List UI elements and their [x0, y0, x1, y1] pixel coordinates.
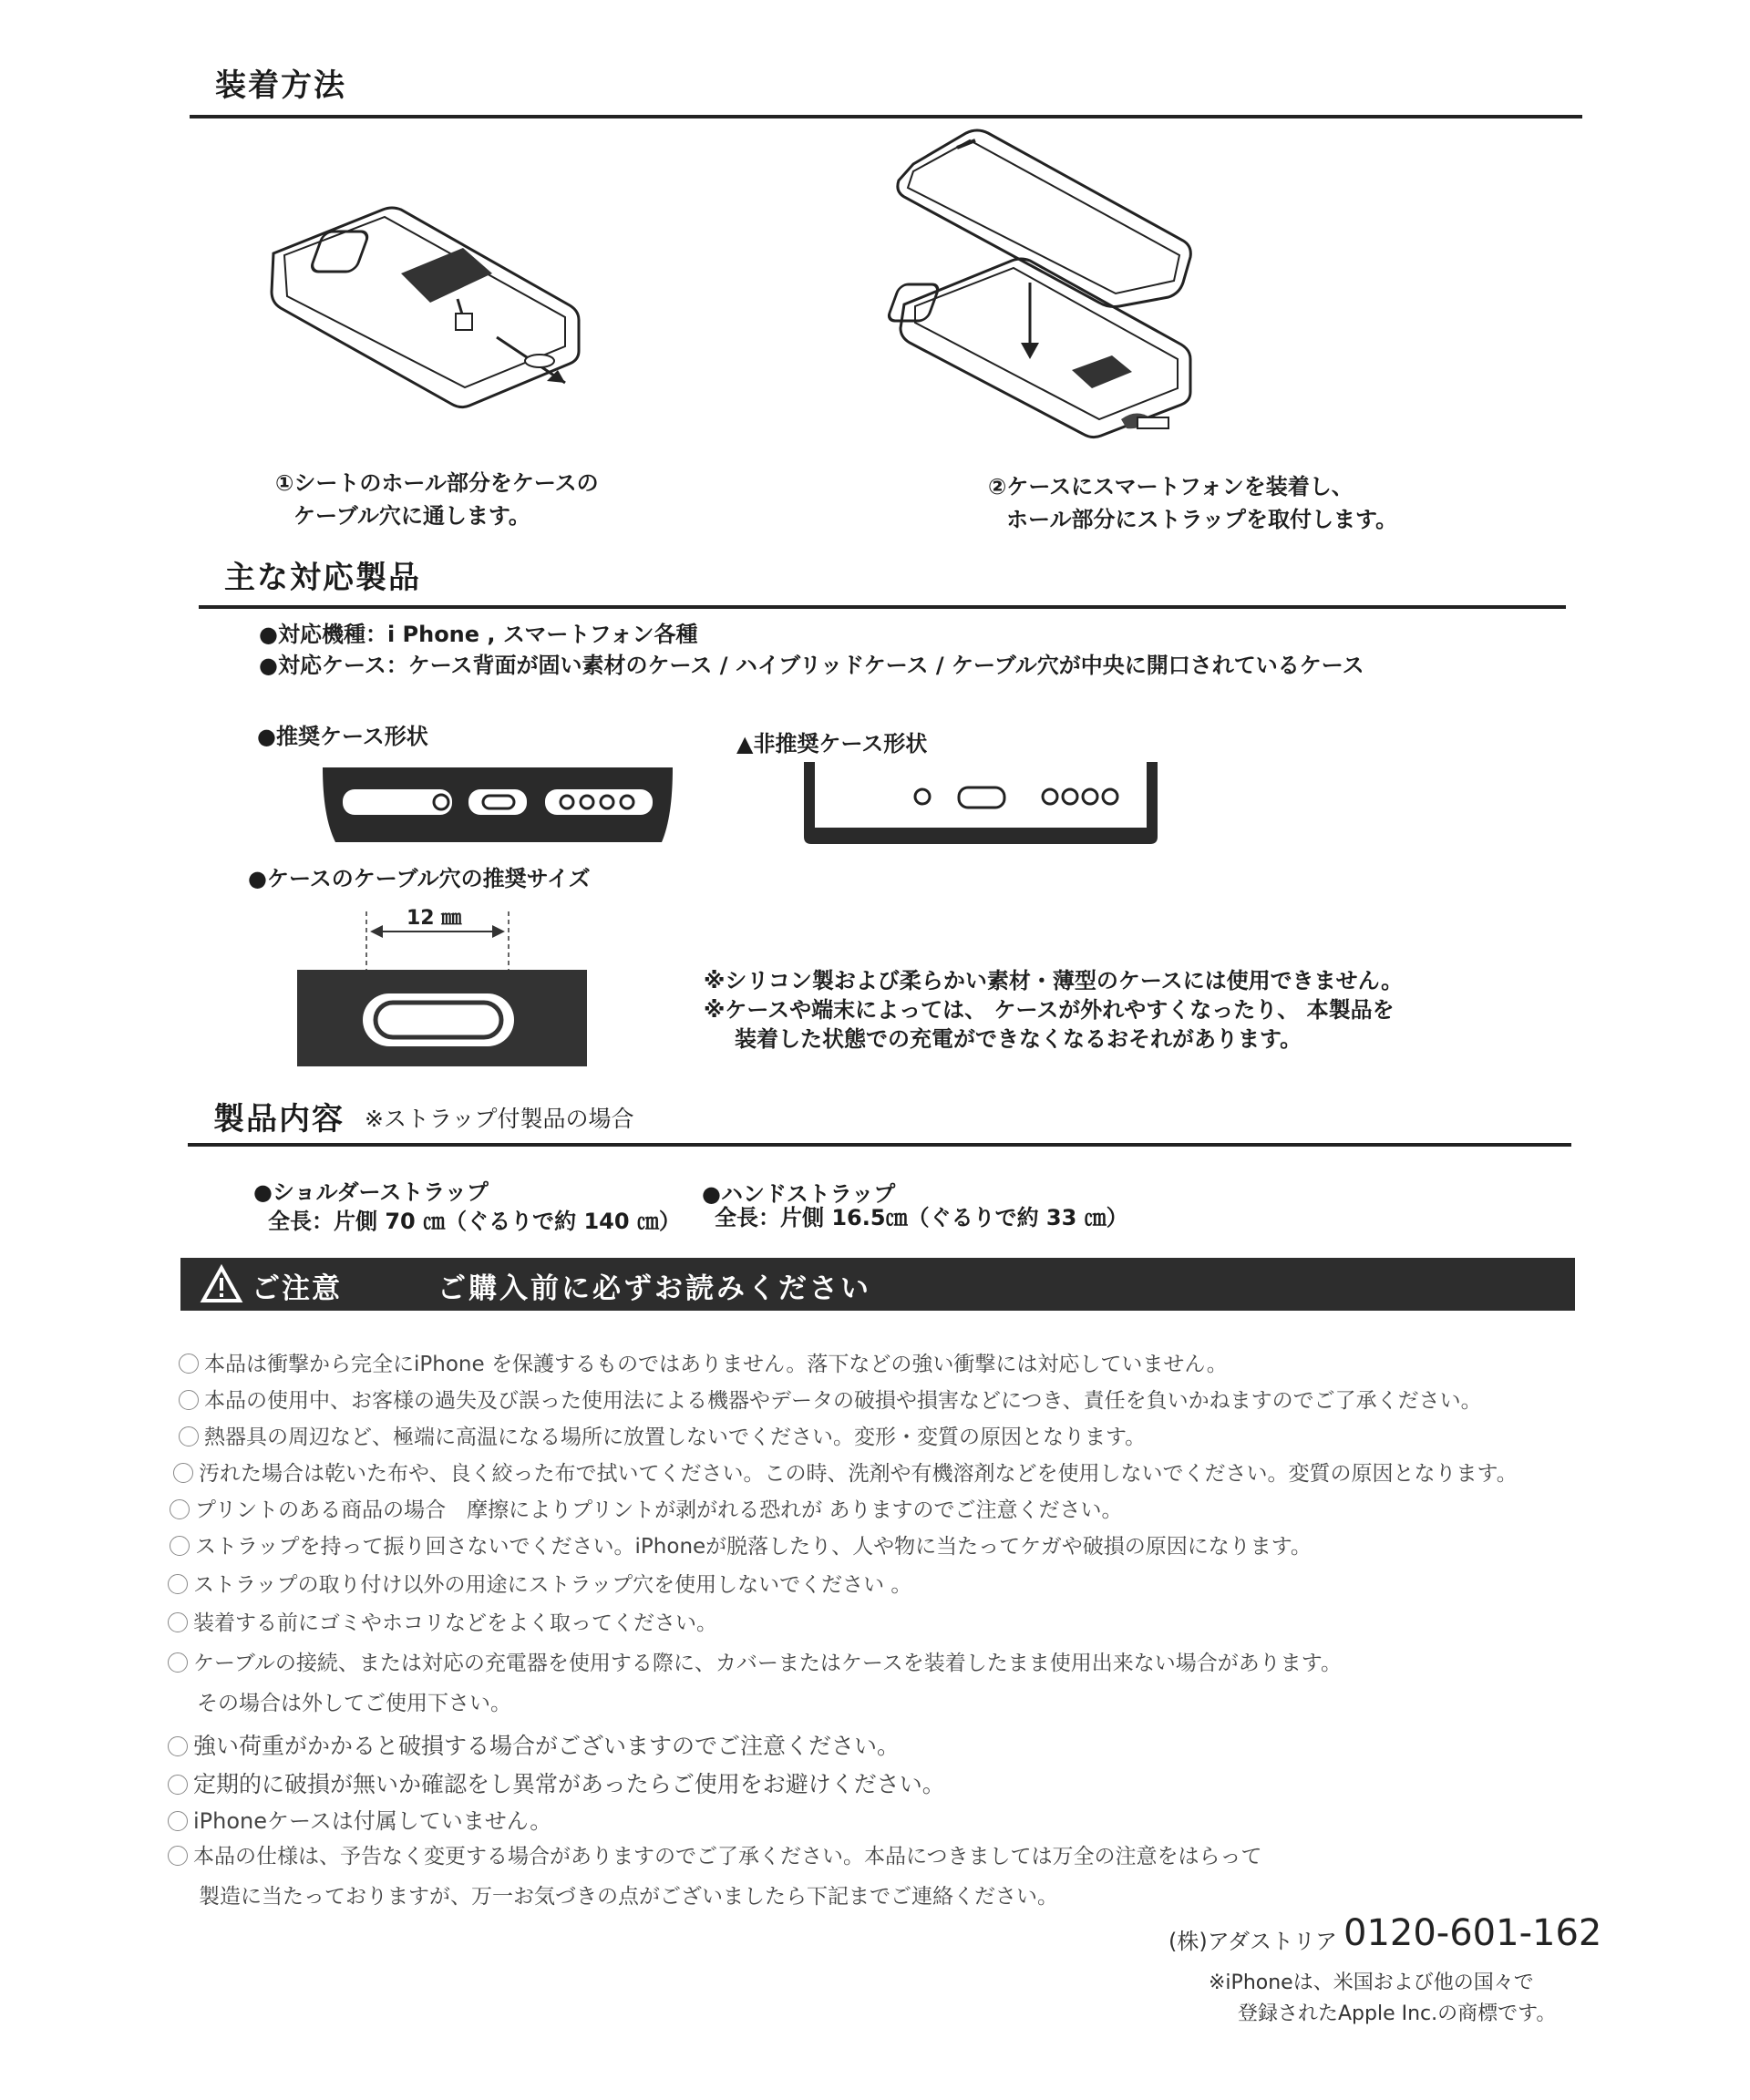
trademark-line-1: ※iPhoneは、米国および他の国々で: [1209, 1971, 1534, 1994]
compat-note-2: ※ケースや端末によっては、 ケースが外れやすくなったり、 本製品を: [704, 997, 1395, 1023]
caution-item: 汚れた場合は乾いた布や、良く絞った布で拭いてください。この時、洗剤や有機溶剤などを使用しないでください。変質の原因となります。: [173, 1457, 1518, 1487]
caution-item: ストラップを持って振り回さないでください。iPhoneが脱落したり、人や物に当たってケガや破損の原因になります。: [170, 1529, 1312, 1560]
compat-note-3: 装着した状態での充電ができなくなるおそれがあります。: [735, 1026, 1302, 1052]
section-title-contents: 製品内容: [213, 1101, 345, 1138]
circle-bullet-icon: [168, 1811, 188, 1831]
caution-item: 本品の使用中、お客様の過失及び誤った使用法による機器やデータの破損や損害などにつき、責任を負いかねますのでご了承ください。: [179, 1384, 1482, 1414]
compat-cases: ●対応ケース：ケース背面が固い素材のケース / ハイブリッドケース / ケーブル穴が中央に開口されているケース: [259, 653, 1364, 678]
circle-bullet-icon: [168, 1612, 188, 1632]
circle-bullet-icon: [179, 1426, 199, 1446]
caution-item: プリントのある商品の場合 摩擦によりプリントが剥がれる恐れが ありますのでご注意ください。: [170, 1493, 1122, 1523]
caution-subtitle: ご購入前に必ずお読みください: [438, 1272, 871, 1305]
circle-bullet-icon: [168, 1574, 188, 1594]
step1-line2: ケーブル穴に通します。: [293, 503, 530, 529]
recommended-shape-label: ●推奨ケース形状: [257, 724, 428, 749]
caution-item: 定期的に破損が無いか確認をし異常があったらご使用をお避けください。: [168, 1766, 945, 1799]
hole-size-value: 12 ㎜: [407, 907, 462, 930]
caution-item: 装着する前にゴミやホコリなどをよく取ってください。: [168, 1606, 717, 1636]
circle-bullet-icon: [168, 1652, 188, 1673]
section-title-install: 装着方法: [215, 67, 346, 104]
hand-strap-length: 全長：片側 16.5㎝（ぐるりで約 33 ㎝）: [715, 1205, 1128, 1230]
caution-item: ケーブルの接続、または対応の充電器を使用する際に、カバーまたはケースを装着したまま使用出来ない場合があります。: [168, 1646, 1342, 1676]
step2-illustration: [893, 128, 1203, 474]
caution-title: ご注意: [252, 1272, 342, 1305]
contents-heading-note: ※ストラップ付製品の場合: [365, 1106, 634, 1132]
step1-caption: [275, 467, 599, 532]
caution-item: 強い荷重がかかると破損する場合がございますのでご注意ください。: [168, 1728, 900, 1761]
caution-item: iPhoneケースは付属していません。: [168, 1803, 551, 1835]
shoulder-strap-name: ●ショルダーストラップ: [253, 1179, 489, 1205]
caution-item-continued: その場合は外してご使用下さい。: [197, 1692, 511, 1715]
section-title-compat: 主な対応製品: [224, 560, 421, 596]
warning-icon: [201, 1265, 242, 1303]
circle-bullet-icon: [168, 1846, 188, 1866]
circle-bullet-icon: [168, 1736, 188, 1756]
circle-bullet-icon: [170, 1536, 190, 1556]
caution-banner: [180, 1258, 1575, 1311]
caution-item-continued: 製造に当たっておりますが、万一お気づきの点がございましたら下記までご連絡ください。: [199, 1885, 1058, 1909]
circle-bullet-icon: [173, 1463, 193, 1483]
phone-number: 0120-601-162: [1343, 1912, 1602, 1954]
step1-line1: ①シートのホール部分をケースの: [275, 470, 599, 496]
hole-size-diagram: [297, 911, 589, 1068]
circle-bullet-icon: [179, 1354, 199, 1374]
caution-item: 本品は衝撃から完全にiPhone を保護するものではありません。落下などの強い衝撃には対応していません。: [179, 1347, 1228, 1377]
shoulder-strap-length: 全長：片側 70 ㎝（ぐるりで約 140 ㎝）: [268, 1209, 681, 1234]
section-rule: [190, 115, 1582, 118]
section-rule: [199, 605, 1566, 609]
company-name: (株)アダストリア: [1168, 1929, 1338, 1954]
hole-size-title: ●ケースのケーブル穴の推奨サイズ: [248, 866, 591, 891]
caution-item: 熱器具の周辺など、極端に高温になる場所に放置しないでください。変形・変質の原因となります。: [179, 1420, 1146, 1450]
trademark-line-2: 登録されたApple Inc.の商標です。: [1238, 2002, 1557, 2025]
step2-caption: [988, 470, 1397, 536]
compat-note-1: ※シリコン製および柔らかい素材・薄型のケースには使用できません。: [704, 968, 1404, 993]
step2-line1: ②ケースにスマートフォンを装着し、: [988, 474, 1354, 499]
not-recommended-case-shape: [798, 757, 1163, 848]
step2-line2: ホール部分にストラップを取付します。: [1006, 507, 1398, 532]
caution-item: ストラップの取り付け以外の用途にストラップ穴を使用しないでください 。: [168, 1568, 911, 1598]
hand-strap-name: ●ハンドストラップ: [702, 1181, 896, 1207]
step1-illustration: [264, 201, 592, 410]
recommended-case-shape: [315, 762, 680, 846]
caution-item: 本品の仕様は、予告なく変更する場合がありますのでご了承ください。本品につきましては万全の注意をはらって: [168, 1839, 1262, 1869]
not-recommended-shape-label: ▲非推奨ケース形状: [736, 731, 928, 757]
compat-models: ●対応機種：i Phone , スマートフォン各種: [259, 622, 698, 647]
section-rule: [188, 1143, 1571, 1147]
circle-bullet-icon: [179, 1390, 199, 1410]
circle-bullet-icon: [168, 1775, 188, 1795]
circle-bullet-icon: [170, 1499, 190, 1519]
